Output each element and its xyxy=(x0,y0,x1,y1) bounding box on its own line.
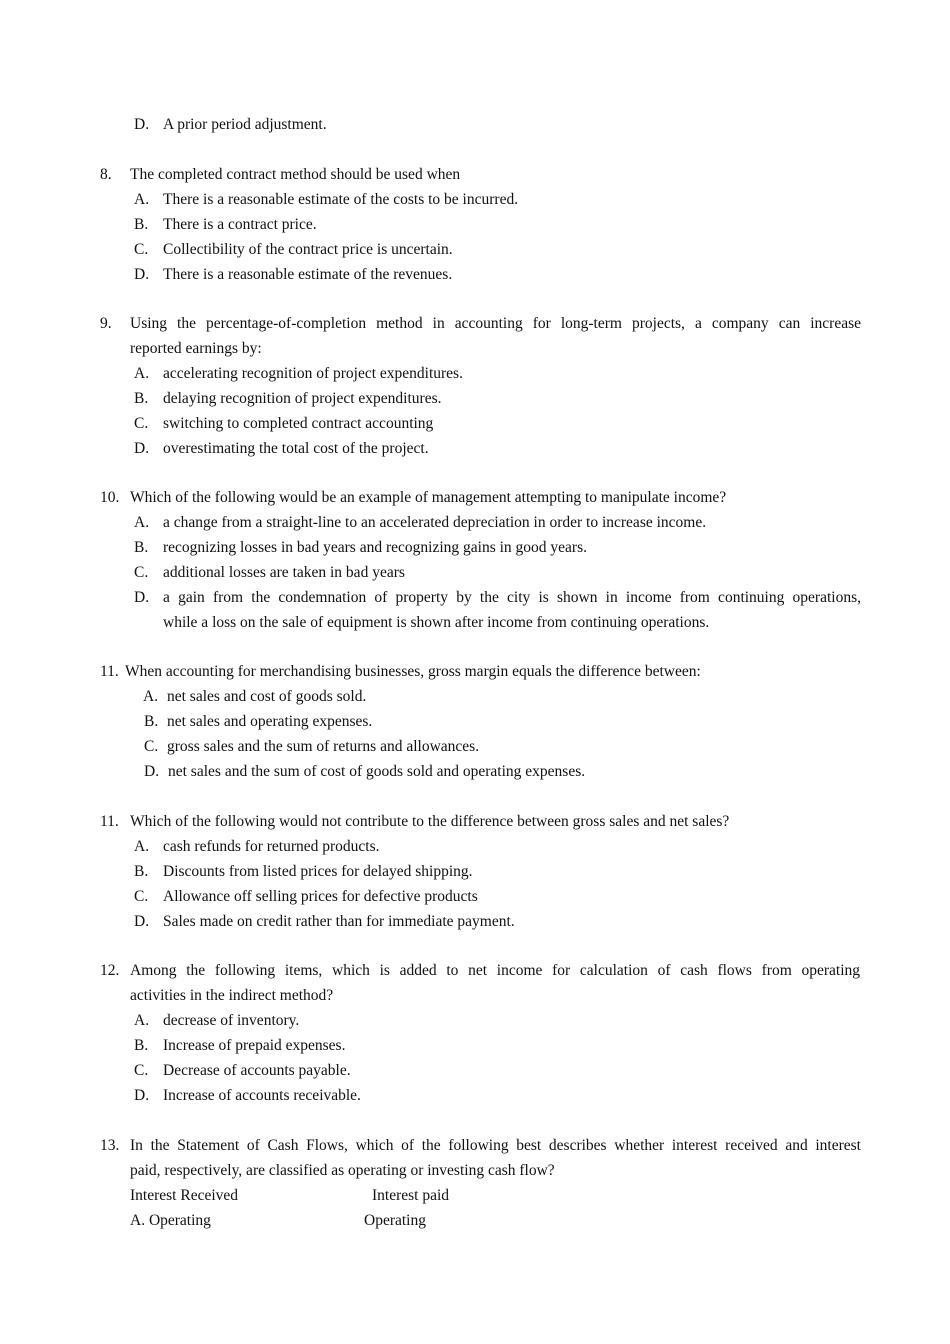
option-text: additional losses are taken in bad years xyxy=(163,564,405,581)
option-text: A prior period adjustment. xyxy=(163,116,327,133)
column-header-interest-received: Interest Received xyxy=(130,1187,239,1204)
option-text: Increase of accounts receivable. xyxy=(163,1087,361,1104)
option-letter: A. xyxy=(134,514,150,531)
q12-stem-line2: activities in the indirect method? xyxy=(130,987,334,1004)
option-letter: A. xyxy=(134,191,150,208)
option-letter: D. xyxy=(134,440,150,457)
option-letter: B. xyxy=(134,216,149,233)
option-letter: B. xyxy=(144,713,159,730)
question-number: 11. xyxy=(100,813,119,830)
question-number: 10. xyxy=(100,489,120,506)
option-letter: D. xyxy=(134,1087,150,1104)
option-a-interest-received: A. Operating xyxy=(130,1212,211,1229)
option-text: Collectibility of the contract price is uncertain. xyxy=(163,241,453,258)
option-letter: D. xyxy=(134,589,150,606)
option-text: cash refunds for returned products. xyxy=(163,838,380,855)
option-text: gross sales and the sum of returns and allowances. xyxy=(167,738,480,755)
q12-stem-line1: Among the following items, which is added to net income for calculation of cash flows from operating xyxy=(130,962,860,979)
option-letter: B. xyxy=(134,539,149,556)
option-letter: C. xyxy=(134,241,149,258)
option-letter: D. xyxy=(144,763,160,780)
q10-option-d-line2: while a loss on the sale of equipment is shown after income from continuing operations. xyxy=(163,614,710,631)
q10-option-d-line1: a gain from the condemnation of property by the city is shown in income from continuing operations, xyxy=(163,589,861,606)
option-letter: A. xyxy=(134,1012,150,1029)
column-header-interest-paid: Interest paid xyxy=(372,1187,450,1204)
option-text: accelerating recognition of project expenditures. xyxy=(163,365,463,382)
option-letter: A. xyxy=(134,838,150,855)
question-text: Which of the following would not contribute to the difference between gross sales and net sales? xyxy=(130,813,730,830)
option-letter: C. xyxy=(134,415,149,432)
option-letter: D. xyxy=(134,913,150,930)
option-letter: B. xyxy=(134,390,149,407)
option-text: Allowance off selling prices for defective products xyxy=(163,888,478,905)
question-number: 9. xyxy=(100,315,112,332)
question-number: 8. xyxy=(100,166,112,183)
option-text: There is a reasonable estimate of the revenues. xyxy=(163,266,453,283)
option-text: decrease of inventory. xyxy=(163,1012,300,1029)
option-text: switching to completed contract accounting xyxy=(163,415,434,432)
question-text: The completed contract method should be used when xyxy=(130,166,461,183)
q9-stem-line2: reported earnings by: xyxy=(130,340,262,357)
option-letter: B. xyxy=(134,863,149,880)
option-text: net sales and cost of goods sold. xyxy=(167,688,367,705)
question-text: When accounting for merchandising businesses, gross margin equals the difference between: xyxy=(125,663,701,680)
option-letter: A. xyxy=(143,688,159,705)
option-letter: C. xyxy=(134,564,149,581)
option-text: overestimating the total cost of the project. xyxy=(163,440,429,457)
option-letter: C. xyxy=(134,1062,149,1079)
option-text: Sales made on credit rather than for immediate payment. xyxy=(163,913,515,930)
option-letter: A. xyxy=(134,365,150,382)
option-letter: D. xyxy=(134,116,150,133)
q13-stem-line1: In the Statement of Cash Flows, which of the following best describes whether interest received and interest xyxy=(130,1137,861,1154)
question-number: 12. xyxy=(100,962,120,979)
option-text: net sales and the sum of cost of goods sold and operating expenses. xyxy=(168,763,586,780)
option-text: delaying recognition of project expenditures. xyxy=(163,390,442,407)
option-text: Increase of prepaid expenses. xyxy=(163,1037,346,1054)
question-number: 13. xyxy=(100,1137,120,1154)
question-text: Which of the following would be an example of management attempting to manipulate income? xyxy=(130,489,727,506)
option-a-interest-paid: Operating xyxy=(364,1212,426,1229)
q13-stem-line2: paid, respectively, are classified as operating or investing cash flow? xyxy=(130,1162,555,1179)
option-text: Decrease of accounts payable. xyxy=(163,1062,351,1079)
option-text: There is a reasonable estimate of the costs to be incurred. xyxy=(163,191,519,208)
option-letter: B. xyxy=(134,1037,149,1054)
question-number: 11. xyxy=(100,663,119,680)
option-text: net sales and operating expenses. xyxy=(167,713,373,730)
option-letter: D. xyxy=(134,266,150,283)
option-text: There is a contract price. xyxy=(163,216,317,233)
q9-stem-line1: Using the percentage-of-completion method in accounting for long-term projects, a company can increase xyxy=(130,315,861,332)
option-letter: C. xyxy=(134,888,149,905)
option-text: recognizing losses in bad years and recognizing gains in good years. xyxy=(163,539,587,556)
option-letter: C. xyxy=(144,738,159,755)
option-text: Discounts from listed prices for delayed shipping. xyxy=(163,863,473,880)
option-text: a change from a straight-line to an accelerated depreciation in order to increase income. xyxy=(163,514,707,531)
